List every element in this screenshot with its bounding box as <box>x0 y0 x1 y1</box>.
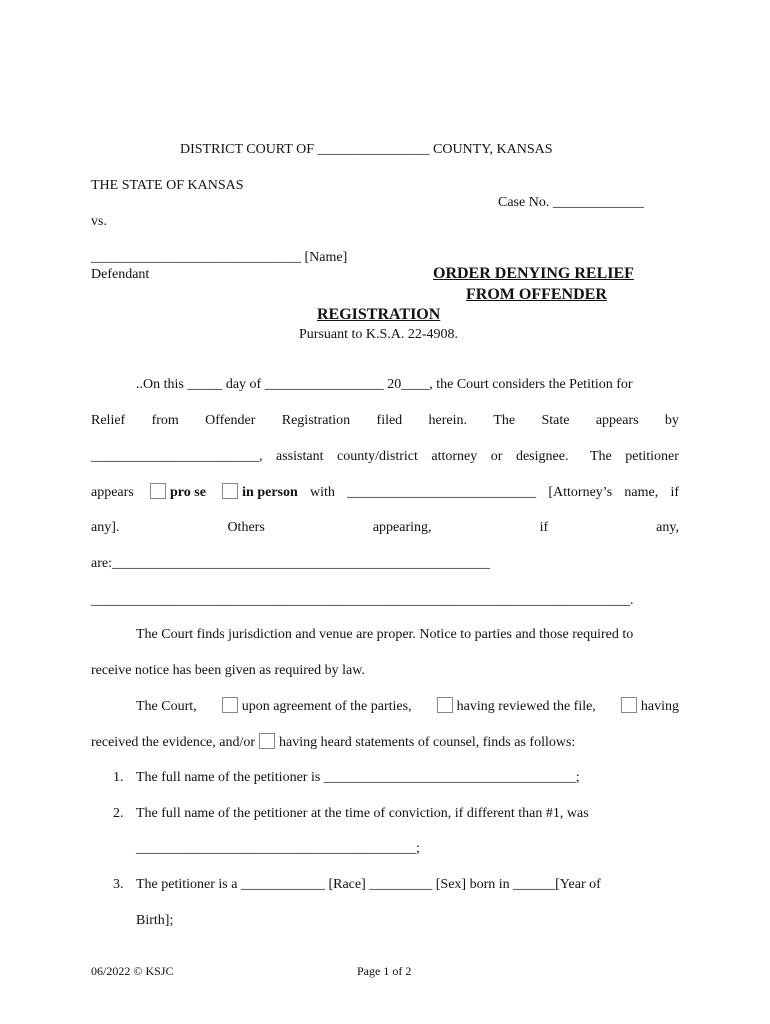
para3-line2 <box>91 733 575 752</box>
finding-2-number: 2. <box>113 806 124 821</box>
word: appears <box>595 413 639 428</box>
attorney-name-blank: ___________________________ <box>347 485 537 500</box>
others-appearing-blank-2: _____________________________________________________________________________. <box>91 593 634 608</box>
para3-line1 <box>136 697 679 716</box>
word: assistant <box>276 449 324 464</box>
document-title-line-1: ORDER DENYING RELIEF <box>433 265 634 282</box>
agreement-option <box>218 697 412 716</box>
word: Relief <box>91 413 126 428</box>
finding-3-number: 3. <box>113 877 124 892</box>
finding-2-blank: ________________________________________; <box>136 841 420 856</box>
agreement-checkbox[interactable] <box>222 697 238 713</box>
document-title-line-3: REGISTRATION <box>317 306 441 323</box>
word: attorney <box>431 449 478 464</box>
others-appearing-blank: are:______________________________________________________ <box>91 556 490 571</box>
word: if <box>670 485 679 500</box>
word: Offender <box>205 413 256 428</box>
received-evidence-label-cont: received the evidence, and/or <box>91 735 256 750</box>
versus: vs. <box>91 214 107 229</box>
pro-se-option <box>146 483 206 502</box>
word: filed <box>376 413 403 428</box>
word: if <box>539 520 549 535</box>
in-person-checkbox[interactable] <box>222 483 238 499</box>
word: State <box>541 413 570 428</box>
heard-statements-checkbox[interactable] <box>259 733 275 749</box>
footer-revision: 06/2022 © KSJC <box>91 964 174 978</box>
reviewed-file-option <box>433 697 596 716</box>
statute-reference: Pursuant to K.S.A. 22-4908. <box>299 327 459 342</box>
word: The <box>493 413 516 428</box>
word: designee. <box>515 449 569 464</box>
word: from <box>151 413 179 428</box>
received-evidence-option <box>617 697 679 716</box>
word: county/district <box>336 449 418 464</box>
word: by <box>664 413 679 428</box>
word: The Court, <box>136 699 197 714</box>
word: Others <box>227 520 265 535</box>
court-heading: DISTRICT COURT OF ________________ COUNTY, KANSAS <box>180 142 553 157</box>
document-title-line-2: FROM OFFENDER <box>466 286 607 303</box>
para1-line4 <box>91 483 679 502</box>
para1-line5 <box>91 519 679 537</box>
received-evidence-label: having <box>640 699 679 714</box>
para2-line1: The Court finds jurisdiction and venue are proper. Notice to parties and those required to <box>136 627 634 642</box>
para2-line2: receive notice has been given as required by law. <box>91 663 365 678</box>
case-number: Case No. _____________ <box>498 195 644 210</box>
reviewed-file-checkbox[interactable] <box>437 697 453 713</box>
state-caption: THE STATE OF KANSAS <box>91 178 244 193</box>
word: Registration <box>281 413 351 428</box>
word: any]. <box>91 520 120 535</box>
word: [Attorney’s <box>548 485 613 500</box>
finding-3-text: The petitioner is a ____________ [Race] _________ [Sex] born in ______[Year of <box>136 877 601 892</box>
word: appears <box>91 485 134 500</box>
in-person-label: in person <box>242 485 298 500</box>
attorney-blank: ________________________, <box>91 449 263 464</box>
pro-se-checkbox[interactable] <box>150 483 166 499</box>
word: name, <box>624 485 659 500</box>
page-number: Page 1 of 2 <box>357 964 412 978</box>
word: petitioner <box>625 449 679 464</box>
pro-se-label: pro se <box>170 485 206 500</box>
reviewed-file-label: having reviewed the file, <box>456 699 596 714</box>
word: appearing, <box>372 520 432 535</box>
defendant-name-line: ______________________________ [Name] <box>91 250 348 265</box>
finding-1-number: 1. <box>113 770 124 785</box>
in-person-option <box>218 483 298 502</box>
received-evidence-checkbox[interactable] <box>621 697 637 713</box>
word: herein. <box>428 413 468 428</box>
para1-line3 <box>91 448 679 466</box>
finding-2-text: The full name of the petitioner at the time of conviction, if different than #1, was <box>136 806 589 821</box>
word: any, <box>656 520 679 535</box>
finding-3-text-cont: Birth]; <box>136 913 174 928</box>
word: The <box>589 449 612 464</box>
heard-statements-label: having heard statements of counsel, finds as follows: <box>279 735 576 750</box>
para1-line2 <box>91 412 679 430</box>
word: with <box>310 485 335 500</box>
word: or <box>490 449 503 464</box>
agreement-label: upon agreement of the parties, <box>241 699 412 714</box>
finding-1-text: The full name of the petitioner is ____________________________________; <box>136 770 580 785</box>
para1-line1: ..On this _____ day of _________________ 20____, the Court considers the Petition for <box>136 377 633 392</box>
defendant-label: Defendant <box>91 267 150 282</box>
